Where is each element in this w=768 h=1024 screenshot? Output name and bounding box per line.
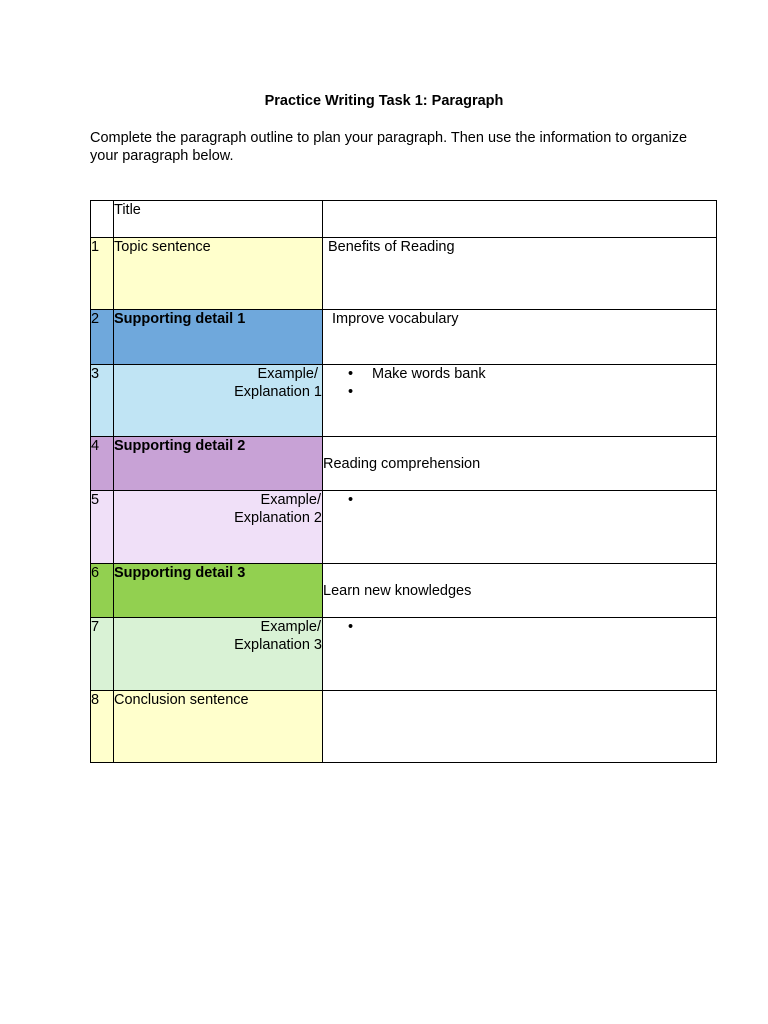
example-explanation-2-label [114,491,323,564]
explanation-label-line: Explanation 1 [234,384,322,400]
conclusion-sentence-value[interactable] [323,691,717,763]
paragraph-outline-table [90,200,717,763]
table-row-example-1 [91,365,717,437]
row-number-cell [91,201,114,238]
supporting-detail-2-value[interactable]: Reading comprehension [323,437,717,491]
table-row-topic-sentence [91,238,717,310]
title-value-cell[interactable] [323,201,717,238]
example-explanation-1-label [114,365,323,437]
bullet-item[interactable]: • Make words bank [323,365,716,383]
table-row-example-2 [91,491,717,564]
example-explanation-3-label [114,618,323,691]
bullet-item[interactable] [323,491,716,509]
supporting-detail-1-label: Supporting detail 1 [114,310,323,365]
supporting-detail-1-value[interactable]: Improve vocabulary [323,310,717,365]
row-number: 1 [91,238,114,310]
topic-sentence-label: Topic sentence [114,238,323,310]
row-number: 3 [91,365,114,437]
table-row-example-3 [91,618,717,691]
example-label-line: Example/ [260,619,321,635]
row-number: 4 [91,437,114,491]
row-number: 8 [91,691,114,763]
example-3-bullet-list [323,618,716,636]
explanation-label-line: Explanation 2 [234,510,322,526]
instructions-text: Complete the paragraph outline to plan your paragraph. Then use the information to organize your paragraph below. [90,130,688,164]
example-1-bullets-cell[interactable] [323,365,717,437]
example-2-bullets-cell[interactable] [323,491,717,564]
table-row-supporting-detail-3 [91,564,717,618]
row-number: 7 [91,618,114,691]
supporting-detail-3-value[interactable]: Learn new knowledges [323,564,717,618]
example-2-bullet-list [323,491,716,509]
topic-sentence-value[interactable]: Benefits of Reading [323,238,717,310]
row-number: 6 [91,564,114,618]
table-row-supporting-detail-2 [91,437,717,491]
supporting-detail-3-label: Supporting detail 3 [114,564,323,618]
row-number: 2 [91,310,114,365]
row-number: 5 [91,491,114,564]
title-label: Title [114,201,323,238]
table-row-supporting-detail-1 [91,310,717,365]
page-title: Practice Writing Task 1: Paragraph [264,93,504,109]
supporting-detail-2-label: Supporting detail 2 [114,437,323,491]
example-3-bullets-cell[interactable] [323,618,717,691]
example-label-line: Example/ [260,492,321,508]
table-row-title [91,201,717,238]
example-label-line: Example/ [257,366,318,382]
bullet-item[interactable] [323,383,716,401]
table-row-conclusion-sentence [91,691,717,763]
conclusion-sentence-label: Conclusion sentence [114,691,323,763]
bullet-item[interactable] [323,618,716,636]
explanation-label-line: Explanation 3 [234,637,322,653]
example-1-bullet-list [323,365,716,401]
